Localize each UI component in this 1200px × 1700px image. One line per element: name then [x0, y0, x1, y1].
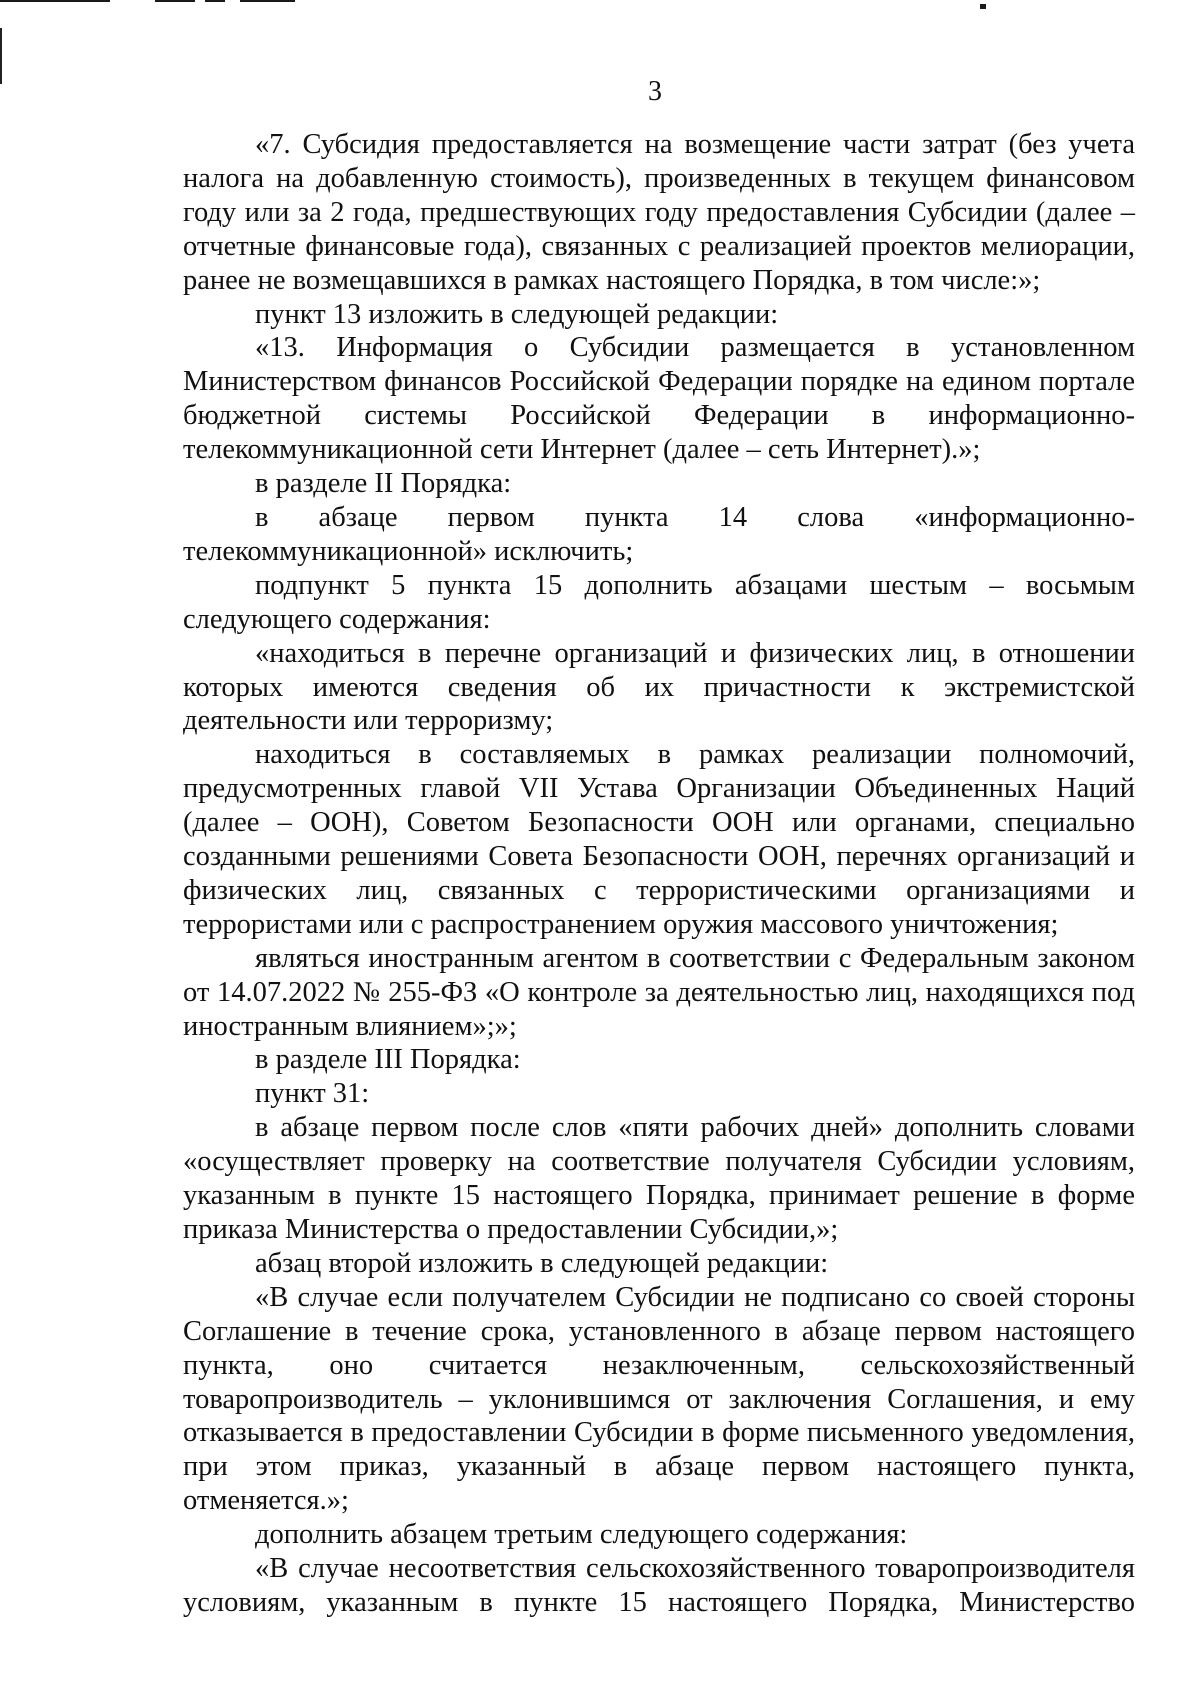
paragraph: в разделе III Порядка:: [255, 1044, 521, 1076]
paragraph: «находиться в перечне организаций и физических лиц, в отношении которых имеются сведения об их причастности к экстремистской деятельности или терроризму;: [183, 637, 1135, 737]
page-number: 3: [648, 76, 662, 107]
paragraph: находиться в составляемых в рамках реализации полномочий, предусмотренных главой VII Устава Организации Объединенных Наций (далее – ООН), Советом Безопасности ООН или органами, специально созданными решениями Совета Безопасности ООН, перечнях организаций и физических лиц, связанных с террористическими организациями и террористами или с распространением оружия массового уничтожения;: [183, 739, 1135, 940]
paragraph: «7. Субсидия предоставляется на возмещение части затрат (без учета налога на добавленную стоимость), произведенных в текущем финансовом году или за 2 года, предшествующих году предоставления Субсидии (далее – отчетные финансовые года), связанных с реализацией проектов мелиорации, ранее не возмещавшихся в рамках настоящего Порядка, в том числе:»;: [183, 129, 1135, 296]
paragraph: в абзаце первом пункта 14 слова «информационно-телекоммуникационной» исключить;: [183, 501, 1135, 567]
paragraph: подпункт 5 пункта 15 дополнить абзацами шестым – восьмым следующего содержания:: [183, 569, 1135, 635]
paragraph: дополнить абзацем третьим следующего содержания:: [255, 1519, 908, 1551]
paragraph: «В случае несоответствия сельскохозяйственного товаропроизводителя условиям, указанным в пункте 15 настоящего Порядка, Министерство: [183, 1553, 1135, 1618]
paragraph: в разделе II Порядка:: [255, 468, 512, 500]
paragraph: абзац второй изложить в следующей редакции:: [255, 1247, 829, 1279]
paragraph: «В случае если получателем Субсидии не подписано со своей стороны Соглашение в течение срока, установленного в абзаце первом настоящего пункта, оно считается незаключенным, сельскохозяйственный товаропроизводитель – уклонившимся от заключения Соглашения, и ему отказывается в предоставлении Субсидии в форме письменного уведомления, при этом приказ, указанный в абзаце первом настоящего пункта, отменяется.»;: [183, 1281, 1135, 1517]
scan-edge-marks: [0, 0, 1200, 8]
paragraph: в абзаце первом после слов «пяти рабочих дней» дополнить словами «осуществляет проверку на соответствие получателя Субсидии условиям, указанным в пункте 15 настоящего Порядка, принимает решение в форме приказа Министерства о предоставлении Субсидии,»;: [183, 1112, 1135, 1245]
document-body: [183, 128, 1135, 1620]
paragraph: пункт 13 изложить в следующей редакции:: [255, 298, 779, 330]
paragraph: являться иностранным агентом в соответствии с Федеральным законом от 14.07.2022 № 255-ФЗ «О контроле за деятельностью лиц, находящихся под иностранным влиянием»;»;: [183, 942, 1135, 1042]
paragraph: «13. Информация о Субсидии размещается в установленном Министерством финансов Российской Федерации порядке на едином портале бюджетной системы Российской Федерации в информационно-телекоммуникационной сети Интернет (далее – сеть Интернет).»;: [183, 332, 1135, 466]
paragraph: пункт 31:: [255, 1078, 370, 1110]
